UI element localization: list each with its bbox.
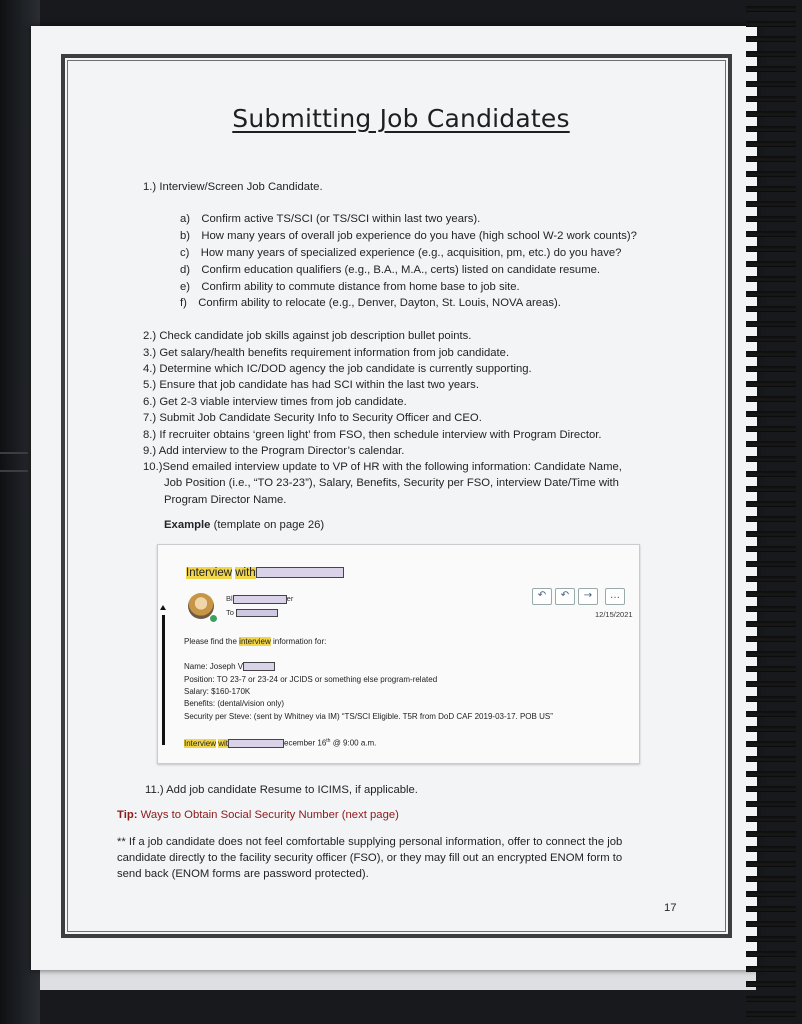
email-date: 12/15/2021 [595, 610, 633, 619]
step-11: 11.) Add job candidate Resume to ICIMS, if applicable. [145, 784, 418, 796]
tip [117, 808, 399, 823]
page-number: 17 [664, 902, 677, 914]
step-1: 1.) Interview/Screen Job Candidate. [143, 181, 323, 193]
redaction-bar [228, 739, 284, 748]
step-6: 6.) Get 2-3 viable interview times from job candidate. [143, 396, 407, 408]
binder-stitch [0, 470, 28, 472]
reply-icon[interactable]: ↶ [532, 588, 552, 605]
step-1-a: a) Confirm active TS/SCI (or TS/SCI within last two years). [180, 213, 481, 225]
redaction-bar [233, 595, 287, 604]
email-to-label: To [226, 608, 234, 617]
footnote-line3: send back (ENOM forms are password protected). [117, 868, 369, 880]
email-action-bar [532, 588, 625, 605]
step-1-b: b) How many years of overall job experience do you have (high school W-2 work counts)? [180, 230, 637, 242]
email-intro [184, 636, 326, 647]
step-1-e: e) Confirm ability to commute distance from home base to job site. [180, 281, 520, 293]
email-benefits: Benefits: (dental/vision only) [184, 699, 285, 708]
email-footer-interview: Interview [184, 738, 217, 748]
more-options-icon[interactable]: … [605, 588, 625, 605]
email-position: Position: TO 23-7 or 23-24 or JCIDS or something else program-related [184, 675, 438, 684]
email-subject-word-with: with [235, 567, 256, 579]
email-from [226, 594, 293, 604]
email-screenshot [157, 544, 640, 764]
email-subject [186, 567, 344, 579]
step-1-f: f) Confirm ability to relocate (e.g., Denver, Dayton, St. Louis, NOVA areas). [180, 297, 561, 309]
example-note: (template on page 26) [213, 519, 325, 531]
forward-icon[interactable]: → [578, 588, 598, 605]
spiral-binding [746, 0, 796, 1024]
step-9: 9.) Add interview to the Program Director’s calendar. [143, 445, 405, 457]
scroll-up-icon[interactable] [160, 605, 166, 610]
email-footer [184, 736, 376, 749]
email-footer-with: wit [218, 738, 229, 748]
example-caption [164, 518, 324, 533]
email-intro-start: Please find the [184, 637, 237, 646]
email-security: Security per Steve: (sent by Whitney via IM) “TS/SCI Eligible. T5R from DoD CAF 2019-03-17. POB US” [184, 712, 553, 721]
email-intro-highlight: interview [239, 637, 271, 646]
email-intro-end: information for: [272, 637, 327, 646]
redaction-bar [243, 662, 275, 671]
step-7: 7.) Submit Job Candidate Security Info to Security Officer and CEO. [143, 412, 482, 424]
email-to [226, 608, 278, 617]
tip-text: Ways to Obtain Social Security Number (next page) [140, 809, 399, 821]
email-from-end: er [286, 594, 294, 603]
email-salary: Salary: $160-170K [184, 687, 251, 696]
email-name-line [184, 661, 275, 672]
scrollbar[interactable] [162, 615, 165, 745]
step-1-c: c) How many years of specialized experience (e.g., acquisition, pm, etc.) do you have? [180, 247, 622, 259]
example-label: Example [164, 519, 211, 531]
step-10-line3: Program Director Name. [164, 494, 287, 506]
presence-status-icon [209, 614, 218, 623]
step-2: 2.) Check candidate job skills against job description bullet points. [143, 330, 472, 342]
step-5: 5.) Ensure that job candidate has had SCI within the last two years. [143, 379, 479, 391]
email-footer-date: ecember 16 [284, 738, 327, 748]
email-name: Name: Joseph V [184, 662, 244, 671]
step-3: 3.) Get salary/health benefits requirement information from job candidate. [143, 347, 510, 359]
redaction-bar [256, 567, 344, 578]
step-8: 8.) If recruiter obtains ‘green light’ from FSO, then schedule interview with Program Director. [143, 429, 602, 441]
step-4: 4.) Determine which IC/DOD agency the job candidate is currently supporting. [143, 363, 532, 375]
step-1-d: d) Confirm education qualifiers (e.g., B.A., M.A., certs) listed on candidate resume. [180, 264, 601, 276]
footnote-line1: ** If a job candidate does not feel comfortable supplying personal information, offer to connect the job [117, 836, 623, 848]
email-footer-sup: th [326, 738, 331, 744]
redaction-bar [236, 609, 278, 617]
step-10-line1: 10.)Send emailed interview update to VP of HR with the following information: Candidate Name, [143, 461, 622, 473]
email-footer-time: @ 9:00 a.m. [332, 738, 377, 748]
step-10-line2: Job Position (i.e., “TO 23-23”), Salary, Benefits, Security per FSO, interview Date/Time with [164, 477, 619, 489]
email-subject-word-interview: Interview [186, 567, 233, 579]
footnote-line2: candidate directly to the facility security officer (FSO), or they may fill out an encrypted ENOM form to [117, 852, 623, 864]
email-from-start: Bl [226, 594, 233, 603]
tip-label: Tip: [117, 809, 138, 821]
page-title: Submitting Job Candidates [232, 104, 570, 133]
reply-all-icon[interactable]: ↶ [555, 588, 575, 605]
binder-stitch [0, 452, 28, 454]
